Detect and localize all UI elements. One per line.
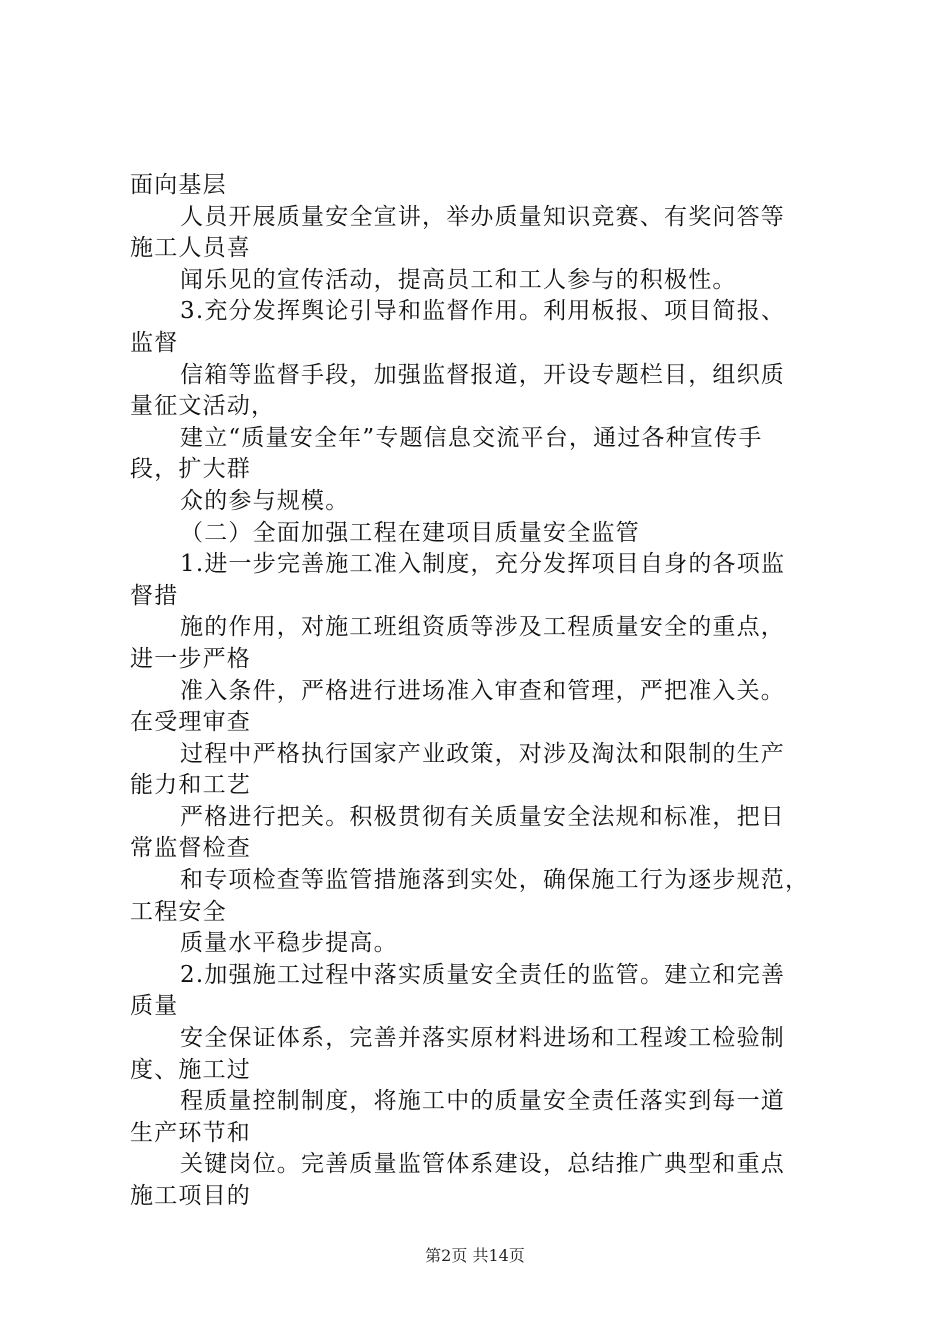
text-line: 人员开展质量安全宣讲，举办质量知识竞赛、有奖问答等 xyxy=(180,203,785,230)
text-line: 工程安全 xyxy=(130,898,227,925)
text-line: 常监督检查 xyxy=(130,835,251,862)
text-line: 能力和工艺 xyxy=(130,772,251,799)
text-line: 程质量控制制度，将施工中的质量安全责任落实到每一道 xyxy=(180,1088,785,1115)
text-line: 质量 xyxy=(130,993,179,1020)
text-line: 监督 xyxy=(130,329,179,356)
text-line: 施的作用，对施工班组资质等涉及工程质量安全的重点， xyxy=(180,614,785,641)
text-line: 建立“质量安全年”专题信息交流平台，通过各种宣传手 xyxy=(180,424,763,451)
text-line: 众的参与规模。 xyxy=(180,487,350,514)
text-line: 施工项目的 xyxy=(130,1183,251,1209)
text-line: 2.加强施工过程中落实质量安全责任的监管。建立和完善 xyxy=(180,961,786,988)
text-line: 闻乐见的宣传活动，提高员工和工人参与的积极性。 xyxy=(180,266,737,293)
text-line: 3.充分发挥舆论引导和监督作用。利用板报、项目简报、 xyxy=(180,298,786,325)
text-line: 度、施工过 xyxy=(130,1056,251,1083)
text-line: 生产环节和 xyxy=(130,1119,251,1146)
text-line: 督措 xyxy=(130,582,179,609)
text-line: 质量水平稳步提高。 xyxy=(180,930,398,957)
document-body xyxy=(130,170,850,1213)
text-line: 量征文活动， xyxy=(130,393,276,420)
text-line: 准入条件，严格进行进场准入审查和管理，严把准入关。 xyxy=(180,677,785,704)
text-line: 面向基层 xyxy=(130,172,227,198)
text-line: 关键岗位。完善质量监管体系建设，总结推广典型和重点 xyxy=(180,1151,785,1178)
text-line: 施工人员喜 xyxy=(130,235,251,262)
text-line: 进一步严格 xyxy=(130,645,251,672)
text-line: 信箱等监督手段，加强监督报道，开设专题栏目，组织质 xyxy=(180,361,785,388)
text-line: 和专项检查等监管措施落到实处，确保施工行为逐步规范， xyxy=(180,867,810,894)
text-line: 严格进行把关。积极贯彻有关质量安全法规和标准，把日 xyxy=(180,803,785,830)
text-line: （二）全面加强工程在建项目质量安全监管 xyxy=(180,519,640,546)
text-line: 安全保证体系，完善并落实原材料进场和工程竣工检验制 xyxy=(180,1025,785,1052)
page-footer: 第2页 共14页 xyxy=(425,1246,525,1265)
text-line: 在受理审查 xyxy=(130,709,251,736)
text-line: 1.进一步完善施工准入制度，充分发挥项目自身的各项监 xyxy=(180,551,786,578)
text-line: 段，扩大群 xyxy=(130,456,251,483)
text-line: 过程中严格执行国家产业政策，对涉及淘汰和限制的生产 xyxy=(180,740,785,767)
